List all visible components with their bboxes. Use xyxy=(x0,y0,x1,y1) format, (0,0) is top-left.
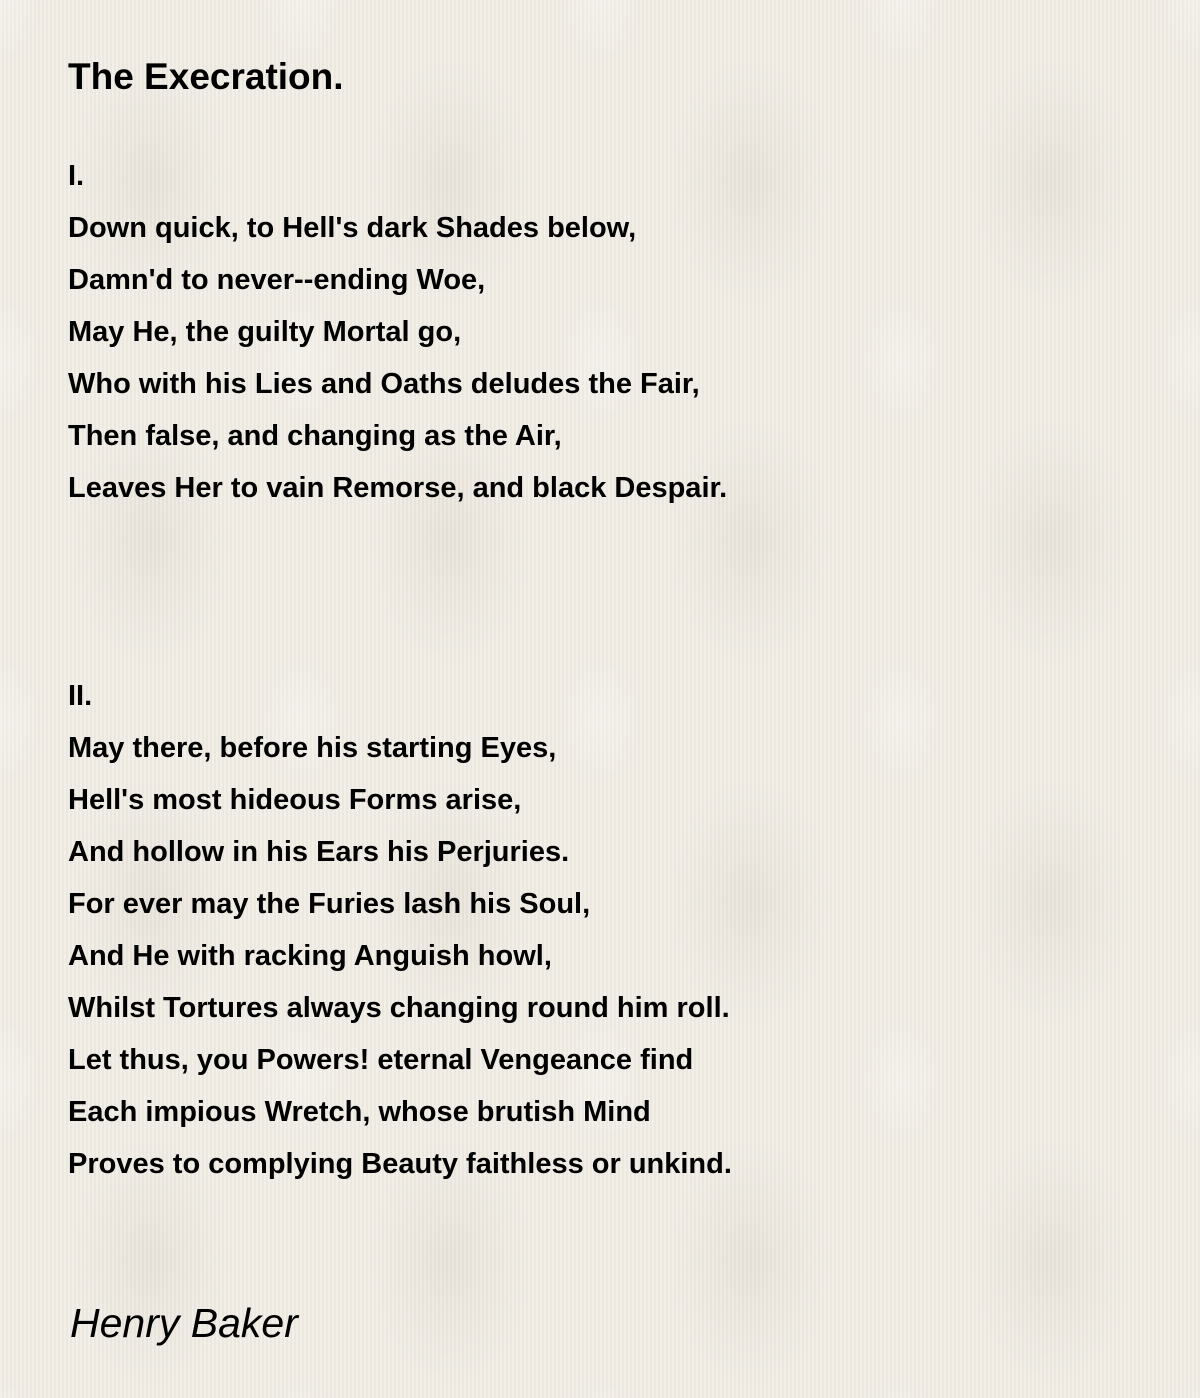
stanza-number: II. xyxy=(68,680,93,712)
poem-line: May He, the guilty Mortal go, xyxy=(68,316,462,348)
poem-line: May there, before his starting Eyes, xyxy=(68,732,557,764)
poem-line: Damn'd to never--ending Woe, xyxy=(68,264,486,296)
poem-line: And hollow in his Ears his Perjuries. xyxy=(68,836,570,868)
poem-line: Leaves Her to vain Remorse, and black Despair. xyxy=(68,472,728,504)
poem-line: Whilst Tortures always changing round him roll. xyxy=(68,992,730,1024)
poem-line: Then false, and changing as the Air, xyxy=(68,420,562,452)
poem-line: Let thus, you Powers! eternal Vengeance find xyxy=(68,1044,694,1076)
poem-body xyxy=(68,150,1168,1190)
stanza-1 xyxy=(68,150,1168,514)
poem-line: Hell's most hideous Forms arise, xyxy=(68,784,522,816)
poem-line: Who with his Lies and Oaths deludes the Fair, xyxy=(68,368,700,400)
poem-title: The Execration. xyxy=(68,56,344,97)
poem-line: And He with racking Anguish howl, xyxy=(68,940,552,972)
poem-line: Proves to complying Beauty faithless or unkind. xyxy=(68,1148,732,1180)
poem-line: Down quick, to Hell's dark Shades below, xyxy=(68,212,637,244)
stanza-number: I. xyxy=(68,160,85,192)
poem-line: Each impious Wretch, whose brutish Mind xyxy=(68,1096,651,1128)
poem-author: Henry Baker xyxy=(70,1300,298,1346)
poem-line: For ever may the Furies lash his Soul, xyxy=(68,888,591,920)
stanza-2 xyxy=(68,670,1168,1190)
